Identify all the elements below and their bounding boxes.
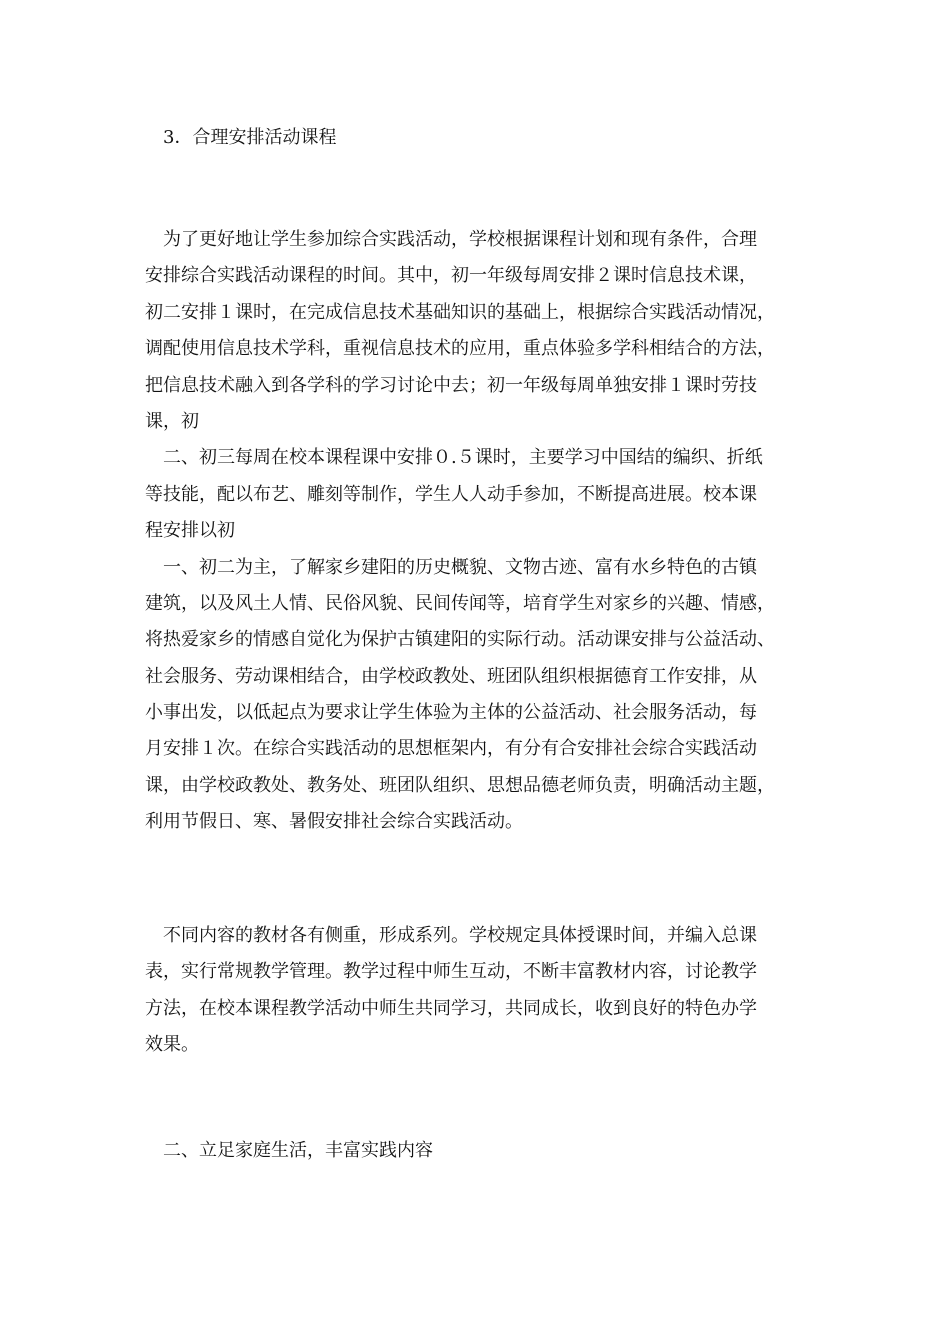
text-line: 把信息技术融入到各学科的学习讨论中去；初一年级每周单独安排１课时劳技 [145,374,757,396]
paragraph-course-arrangement [145,222,810,841]
text-line: 课，初 [145,410,199,432]
text-line: 安排综合实践活动课程的时间。其中，初一年级每周安排２课时信息技术课， [145,265,757,287]
text-line: 课，由学校政教处、教务处、班团队组织、思想品德老师负责，明确活动主题， [145,774,775,796]
section-heading-family-life: 二、立足家庭生活，丰富实践内容 [163,1140,433,1161]
text-line: 建筑，以及风土人情、民俗风貌、民间传闻等，培育学生对家乡的兴趣、情感， [145,592,775,614]
text-line: 小事出发，以低起点为要求让学生体验为主体的公益活动、社会服务活动，每 [145,702,757,724]
paragraph-textbook-series [145,918,810,1064]
text-line: 等技能，配以布艺、雕刻等制作，学生人人动手参加，不断提高进展。校本课 [145,483,757,505]
text-line: 表，实行常规教学管理。教学过程中师生互动，不断丰富教材内容，讨论教学 [145,961,757,983]
text-line: 利用节假日、寒、暑假安排社会综合实践活动。 [145,811,523,833]
text-line: 初二安排１课时，在完成信息技术基础知识的基础上，根据综合实践活动情况， [145,301,775,323]
text-line: 月安排１次。在综合实践活动的思想框架内，有分有合安排社会综合实践活动 [145,738,757,760]
text-line: 为了更好地让学生参加综合实践活动，学校根据课程计划和现有条件，合理 [163,229,757,250]
text-line: 效果。 [145,1034,199,1056]
text-line: 一、初二为主，了解家乡建阳的历史概貌、文物古迹、富有水乡特色的古镇 [163,556,757,578]
text-line: 将热爱家乡的情感自觉化为保护古镇建阳的实际行动。活动课安排与公益活动、 [145,629,775,651]
text-line: 调配使用信息技术学科，重视信息技术的应用，重点体验多学科相结合的方法， [145,338,775,360]
text-line: 程安排以初 [145,520,235,542]
section-heading-reasonable-arrangement: 3．合理安排活动课程 [163,127,337,148]
text-line: 二、初三每周在校本课程课中安排０.５课时，主要学习中国结的编织、折纸 [163,447,763,469]
text-line: 方法，在校本课程教学活动中师生共同学习，共同成长，收到良好的特色办学 [145,997,757,1019]
text-line: 不同内容的教材各有侧重，形成系列。学校规定具体授课时间，并编入总课 [163,925,757,946]
text-line: 社会服务、劳动课相结合，由学校政教处、班团队组织根据德育工作安排，从 [145,665,757,687]
